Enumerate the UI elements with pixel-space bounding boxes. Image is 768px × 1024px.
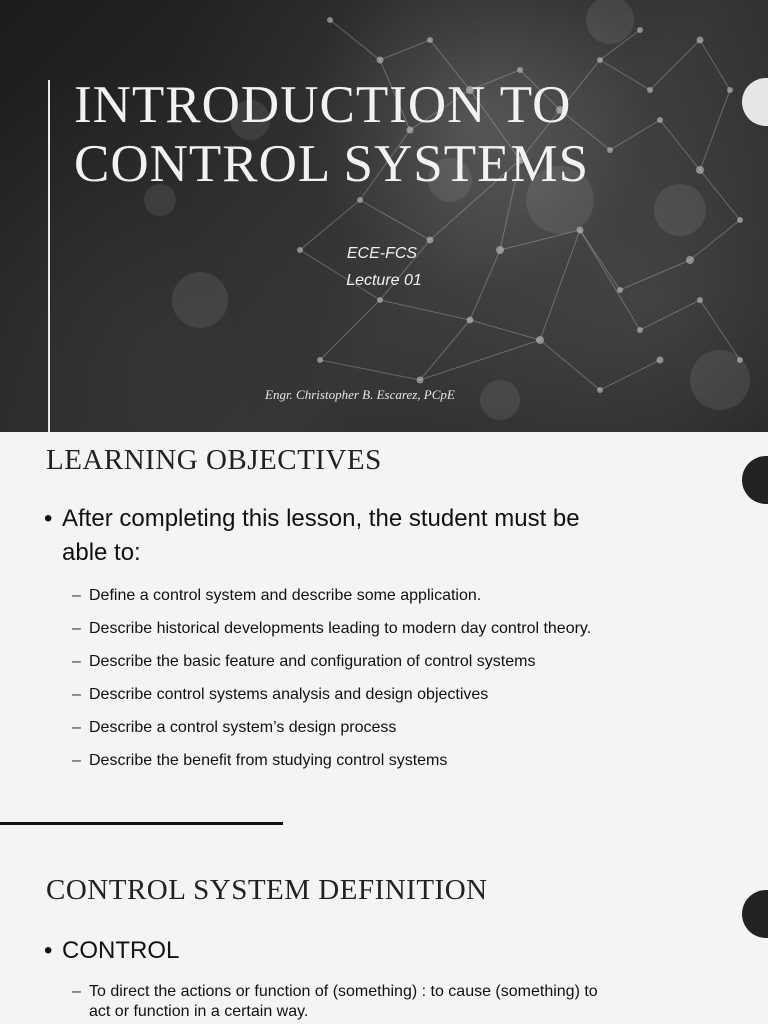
title-line-1: INTRODUCTION TO xyxy=(74,76,572,134)
bullet-text-line-1: After completing this lesson, the student must be xyxy=(62,505,580,532)
list-item: – Describe control systems analysis and design objectives xyxy=(72,686,489,703)
bullet-text-line-2: able to: xyxy=(62,539,141,566)
dash-icon: – xyxy=(72,620,81,637)
slide-title xyxy=(74,76,714,194)
dash-icon: – xyxy=(72,983,81,1000)
bullet-icon: • xyxy=(44,505,53,532)
list-item: – Describe a control system’s design process xyxy=(72,719,397,736)
section-heading: CONTROL SYSTEM DEFINITION xyxy=(46,874,488,906)
list-item: – Define a control system and describe some application. xyxy=(72,587,482,604)
bullet-icon: • xyxy=(44,937,53,964)
objectives-list xyxy=(72,586,591,784)
definition-slide xyxy=(0,826,768,1024)
title-slide xyxy=(0,0,768,432)
dash-icon: – xyxy=(72,653,81,670)
dash-icon: – xyxy=(72,587,81,604)
control-bullet xyxy=(44,934,179,968)
dash-icon: – xyxy=(72,686,81,703)
list-item: – Describe the benefit from studying control systems xyxy=(72,752,448,769)
list-item: – Describe the basic feature and configuration of control systems xyxy=(72,653,536,670)
network-background xyxy=(0,0,768,432)
author-name: Engr. Christopher B. Escarez, PCpE xyxy=(265,387,455,402)
learning-objectives-slide xyxy=(0,432,768,824)
bullet-text: CONTROL xyxy=(62,937,180,964)
dash-icon: – xyxy=(72,752,81,769)
slide-marker-icon xyxy=(742,890,768,938)
slide-marker-icon xyxy=(742,456,768,504)
slide-divider xyxy=(0,822,283,825)
list-item: – Describe historical developments leading to modern day control theory. xyxy=(72,620,592,637)
definition-list xyxy=(72,982,598,1022)
intro-bullet xyxy=(44,502,580,570)
course-code: ECE-FCS xyxy=(346,245,418,262)
title-line-2: CONTROL SYSTEMS xyxy=(74,135,590,193)
dash-icon: – xyxy=(72,719,81,736)
lecture-number: Lecture 01 xyxy=(346,272,422,289)
list-item: – To direct the actions or function of (something) : to cause (something) to act or function in a certain way. xyxy=(72,983,598,1020)
section-heading: LEARNING OBJECTIVES xyxy=(46,444,382,476)
